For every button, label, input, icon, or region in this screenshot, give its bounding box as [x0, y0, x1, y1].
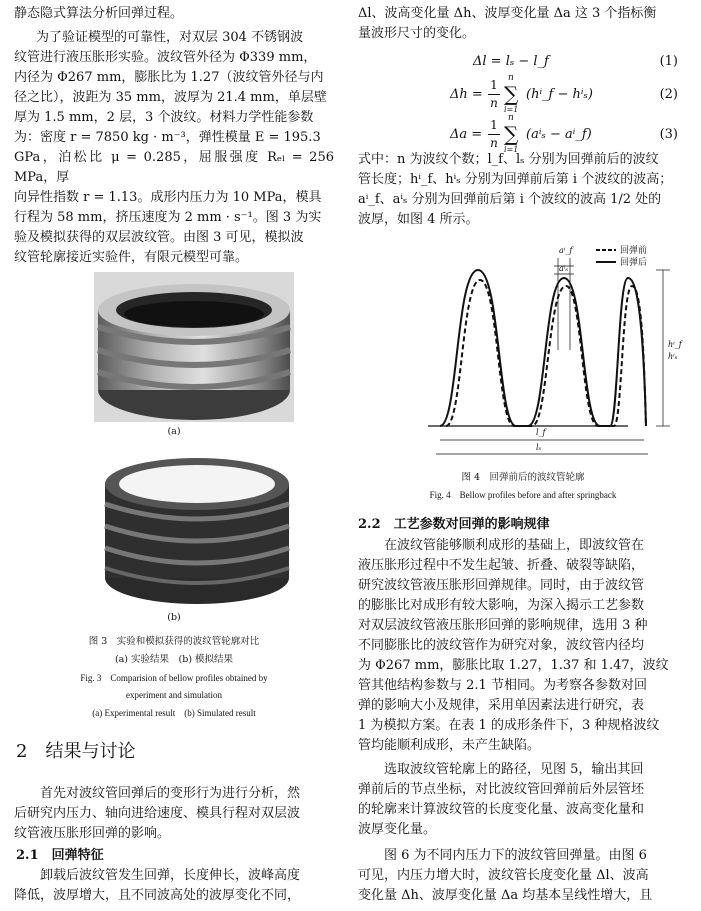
- section-title: 2 结果与讨论: [16, 741, 136, 762]
- paragraph-fig6: [358, 846, 688, 906]
- text-line: 对双层波纹管液压胀形回弹的影响规律，选用 3 种: [358, 618, 648, 633]
- text-line: 的膨胀比对成形有较大影响，为深入揭示工艺参数: [358, 598, 645, 613]
- text-line: 在波纹管能够顺利成形的基础上，即波纹管在: [384, 538, 645, 553]
- text-line: 研究波纹管液压胀形回弹规律。同时，由于波纹管: [358, 578, 645, 593]
- text-line: 卸载后波纹管发生回弹，长度伸长，波峰高度: [40, 868, 301, 883]
- equation-2-number: (2): [659, 87, 678, 102]
- bellow-profile-diagram: [418, 240, 688, 460]
- sum-sign: ∑: [504, 82, 519, 106]
- text-line: 管均能顺利成形，未产生缺陷。: [358, 738, 541, 753]
- figure-subcaption-en: (a) Experimental result (b) Simulated result: [92, 708, 256, 718]
- text-line: 弹的影响大小及规律，采用单因素法进行研究，表: [358, 698, 645, 713]
- label-a-after: aⁱₛ: [559, 264, 569, 273]
- sum-sign: ∑: [504, 122, 519, 146]
- text-line: 管其他结构参数与 2.1 节相同。为考察各参数对回: [358, 678, 647, 693]
- text-line: 量波形尺寸的变化。: [358, 26, 476, 41]
- text-line: 弹前后的节点坐标，对比波纹管回弹前后外层管坯: [358, 782, 645, 797]
- text-line: 可见，内压力增大时，波纹管长度变化量 Δl、波高: [358, 868, 649, 883]
- label-h-after: hⁱₛ: [668, 352, 678, 361]
- fraction-numerator: 1: [490, 78, 498, 92]
- subsection-title-2-2: 2.2 工艺参数对回弹的影响规律: [358, 517, 550, 532]
- text-line: 图 6 为不同内压力下的波纹管回弹量。由图 6: [384, 848, 647, 863]
- subsection-title: 2.1 回弹特征: [16, 848, 104, 863]
- paragraph-intro: [14, 784, 334, 844]
- figure4-caption-en: Fig. 4 Bellow profiles before and after springback: [429, 490, 617, 500]
- photo-b-label: (b): [167, 612, 181, 623]
- text-line: 纹管轮廓接近实验件，有限元模型可靠。: [14, 250, 249, 265]
- text-line: 不同膨胀比的波纹管作为研究对象，波纹管内径均: [358, 638, 645, 653]
- text-line: aⁱ_f、aⁱₛ 分别为回弹前后第 i 个波纹的波高 1/2 处的: [358, 192, 662, 207]
- text-line: 内径为 Φ267 mm，膨胀比为 1.27（波纹管外径与内: [14, 70, 324, 85]
- text-line: 纹管液压胀形回弹的影响。: [14, 826, 171, 841]
- text-line: 管长度；hⁱ_f、hⁱₛ 分别为回弹前后第 i 个波纹的波高；: [358, 172, 673, 187]
- text-line: 为了验证模型的可靠性，对双层 304 不锈钢波: [36, 30, 304, 45]
- equation-2-lhs: Δh =: [450, 87, 483, 102]
- sum-lower: i=1: [504, 145, 519, 154]
- text-line: 选取波纹管轮廓上的路径，见图 5，输出其回: [384, 762, 644, 777]
- paragraph-feature: [14, 866, 334, 906]
- paragraph-params: [358, 536, 688, 756]
- equation-1-number: (1): [659, 54, 678, 69]
- fraction-bar: [488, 134, 500, 135]
- equation-3: [358, 113, 688, 154]
- text-line: 径之比），波距为 35 mm，波厚为 21.4 mm，单层壁: [14, 90, 327, 105]
- text-line: 行程为 58 mm，挤压速度为 2 mm · s⁻¹。图 3 为实: [14, 210, 322, 225]
- text-line: 的轮廓来计算波纹管的长度变化量、波高变化量和: [358, 802, 645, 817]
- paragraph-metrics: [358, 4, 688, 44]
- text-line: 波厚变化量。: [358, 822, 437, 837]
- text-line: 为：密度 r = 7850 kg · m⁻³，弹性模量 E = 195.3: [14, 130, 321, 145]
- experimental-bellow-photo: [94, 272, 294, 422]
- text-line: 波厚，如图 4 所示。: [358, 212, 479, 227]
- simulated-bellow-render: [102, 446, 292, 606]
- legend-after: 回弹后: [620, 258, 648, 268]
- fraction-denominator: n: [490, 136, 498, 150]
- equation-1: [358, 50, 688, 80]
- text-line: 后研究内压力、轴向进给速度、模具行程对双层波: [14, 806, 301, 821]
- figure-caption-en-line2: experiment and simulation: [126, 690, 222, 700]
- text-line: 式中：n 为波纹个数；l_f、lₛ 分别为回弹前后的波纹: [358, 152, 659, 167]
- equation-3-term: (aⁱₛ − aⁱ_f): [526, 127, 592, 142]
- sum-upper: n: [508, 113, 514, 123]
- text-line: Δl、波高变化量 Δh、波厚变化量 Δa 这 3 个指标衡: [358, 6, 657, 21]
- equation-3-number: (3): [659, 127, 678, 142]
- text-line: 1 为模拟方案。在表 1 的成形条件下，3 种规格波纹: [358, 718, 660, 733]
- text-line: 厚为 1.5 mm，2 层，3 个波纹。材料力学性能参数: [14, 110, 314, 125]
- paragraph-end: 静态隐式算法分析回弹过程。: [14, 6, 184, 21]
- figure-subcaption-cn: (a) 实验结果 (b) 模拟结果: [114, 654, 234, 665]
- paragraph-path: [358, 760, 688, 840]
- equation-1-body: Δl = lₛ − l_f: [473, 54, 549, 69]
- text-line: 首先对波纹管回弹后的变形行为进行分析，然: [40, 786, 301, 801]
- equation-2: [358, 73, 688, 114]
- text-line: 纹管进行液压胀形实验。波纹管外径为 Φ339 mm，: [14, 50, 317, 65]
- fraction-denominator: n: [490, 96, 498, 110]
- sum-upper: n: [508, 73, 514, 83]
- legend-before: 回弹前: [620, 246, 648, 256]
- equation-3-lhs: Δa =: [450, 127, 483, 142]
- sum-lower: i=1: [504, 105, 519, 114]
- figure4-caption-cn: 图 4 回弹前后的波纹管轮廓: [461, 472, 585, 483]
- paragraph-validation: [14, 28, 334, 268]
- label-h-before: hⁱ_f: [668, 340, 682, 349]
- figure-caption-cn: 图 3 实验和模拟获得的波纹管轮廓对比: [88, 636, 260, 647]
- photo-a-label: (a): [167, 426, 181, 437]
- fraction-numerator: 1: [490, 118, 498, 132]
- text-line: 验及模拟获得的双层波纹管。由图 3 可见，模拟波: [14, 230, 304, 245]
- label-a-before: aⁱ_f: [559, 246, 573, 255]
- equation-2-term: (hⁱ_f − hⁱₛ): [526, 87, 593, 102]
- text-line: 液压胀形过程中不发生起皱、折叠、破裂等缺陷，: [358, 558, 645, 573]
- text-line: 向异性指数 r = 1.13。成形内压力为 10 MPa，模具: [14, 190, 322, 205]
- text-line: GPa，泊松比 μ = 0.285，屈服强度 Rₑₗ = 256 MPa，厚: [14, 150, 334, 185]
- paragraph-variables: [358, 150, 688, 230]
- text-line: 变化量 Δh、波厚变化量 Δa 均基本呈线性增大，且: [358, 888, 653, 903]
- figure-caption-en: Fig. 3 Comparision of bellow profiles obtained by: [80, 673, 268, 683]
- label-l-before: l_f: [536, 428, 546, 437]
- label-l-after: lₛ: [536, 443, 542, 452]
- text-line: 为 Φ267 mm，膨胀比取 1.27，1.37 和 1.47，波纹: [358, 658, 669, 673]
- fraction-bar: [488, 94, 500, 95]
- text-line: 降低，波厚增大，且不同波高处的波厚变化不同，: [14, 888, 301, 903]
